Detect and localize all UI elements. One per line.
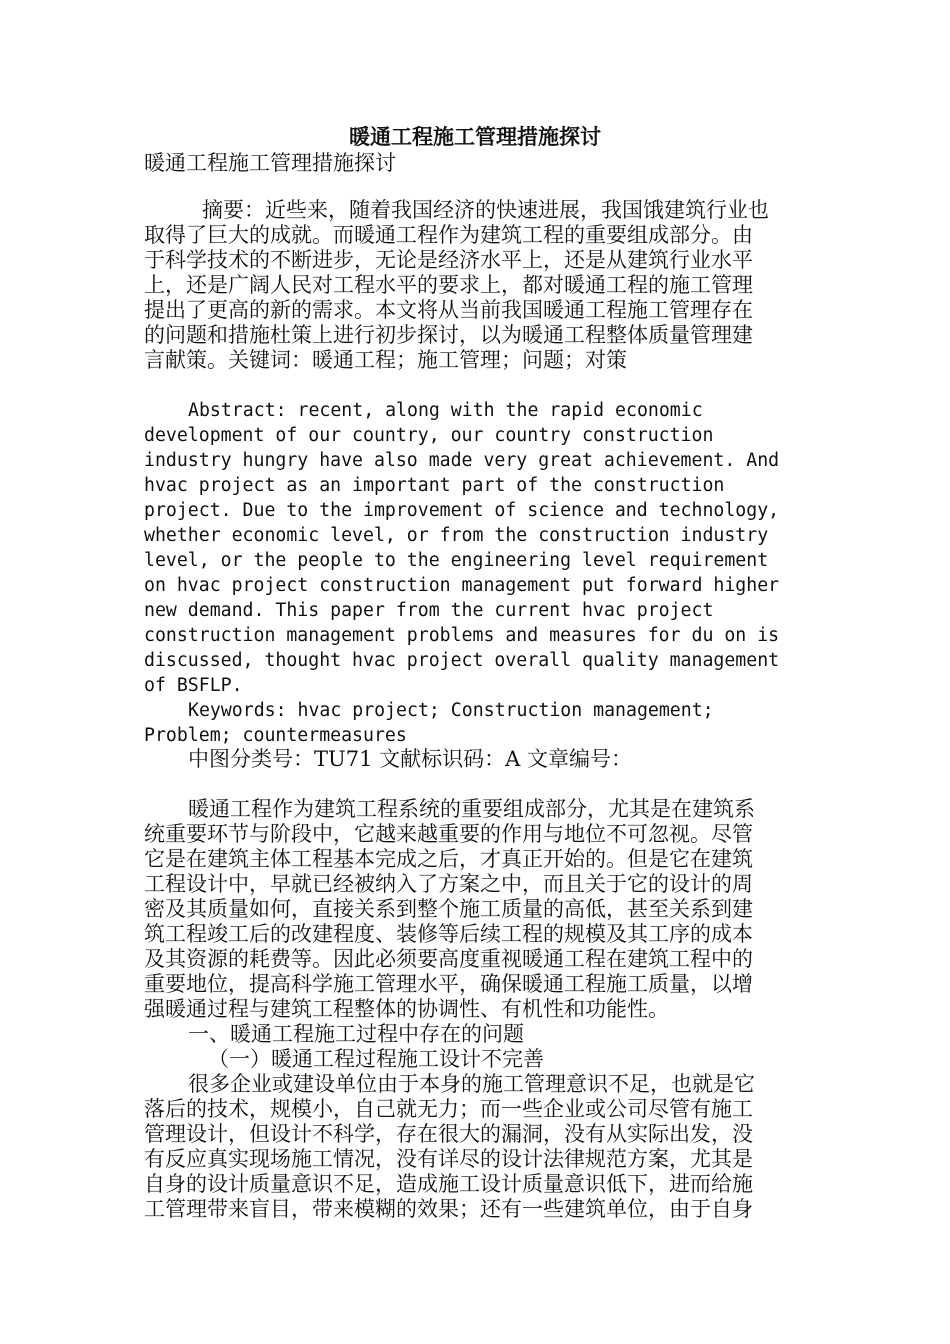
- intro-line: 筑工程竣工后的改建程度、装修等后续工程的规模及其工序的成本: [144, 922, 753, 946]
- abstract-cn-line: 的问题和措施杜策上进行初步探讨，以为暖通工程整体质量管理建: [144, 323, 753, 347]
- section-heading: 一、暖通工程施工过程中存在的问题: [188, 1022, 524, 1046]
- section-paragraph-line: 工管理带来盲目，带来模糊的效果；还有一些建筑单位，由于自身: [144, 1197, 753, 1221]
- classification-line: [144, 747, 800, 772]
- intro-line: 及其资源的耗费等。因此必须要高度重视暖通工程在建筑工程中的: [144, 947, 753, 971]
- abstract-en-line: discussed, thought hvac project overall quality management: [144, 650, 780, 671]
- abstract-en-line: of BSFLP.: [144, 675, 243, 696]
- intro-line: 强暖通过程与建筑工程整体的协调性、有机性和功能性。: [144, 997, 669, 1021]
- intro-line: 暖通工程作为建筑工程系统的重要组成部分，尤其是在建筑系: [188, 797, 755, 821]
- abstract-en-line: level, or the people to the engineering level requirement: [144, 550, 769, 571]
- abstract-en-line: on hvac project construction management put forward higher: [144, 575, 780, 596]
- intro-line: 统重要环节与阶段中，它越来越重要的作用与地位不可忽视。尽管: [144, 822, 753, 846]
- section-paragraph-line: 管理设计，但设计不科学，存在很大的漏洞，没有从实际出发，没: [144, 1122, 753, 1146]
- abstract-cn-line: 于科学技术的不断进步，无论是经济水平上，还是从建筑行业水平: [144, 248, 753, 272]
- section-paragraph-line: 自身的设计质量意识不足，造成施工设计质量意识低下，进而给施: [144, 1172, 753, 1196]
- abstract-cn-line: 言献策。关键词：暖通工程；施工管理；问题；对策: [144, 348, 627, 372]
- keywords-en-line: Problem; countermeasures: [144, 725, 407, 746]
- abstract-en-line: hvac project as an important part of the construction: [144, 475, 725, 496]
- abstract-en-line: new demand. This paper from the current hvac project: [144, 600, 714, 621]
- intro-line: 它是在建筑主体工程基本完成之后，才真正开始的。但是它在建筑: [144, 847, 753, 871]
- section-paragraph-line: 有反应真实现场施工情况，没有详尽的设计法律规范方案，尤其是: [144, 1147, 753, 1171]
- document-title: 暖通工程施工管理措施探讨: [349, 124, 601, 149]
- intro-line: 工程设计中，早就已经被纳入了方案之中，而且关于它的设计的周: [144, 872, 753, 896]
- intro-paragraph: [144, 797, 800, 1222]
- abstract-en: [144, 398, 800, 748]
- abstract-cn: [144, 198, 800, 373]
- intro-line: 重要地位，提高科学施工管理水平，确保暖通工程施工质量，以增: [144, 972, 753, 996]
- intro-line: 密及其质量如何，直接关系到整个施工质量的高低，甚至关系到建: [144, 897, 753, 921]
- abstract-cn-line: 上，还是广阔人民对工程水平的要求上，都对暖通工程的施工管理: [144, 273, 753, 297]
- document-subtitle: 暖通工程施工管理措施探讨: [144, 151, 396, 175]
- section-paragraph-line: 落后的技术，规模小，自己就无力；而一些企业或公司尽管有施工: [144, 1097, 753, 1121]
- abstract-cn-line: 摘要：近些来，随着我国经济的快速进展，我国饿建筑行业也: [202, 198, 769, 222]
- abstract-en-line: development of our country, our country construction: [144, 425, 714, 446]
- section-paragraph-line: 很多企业或建设单位由于本身的施工管理意识不足，也就是它: [188, 1072, 755, 1096]
- abstract-en-line: industry hungry have also made very great achievement. And: [144, 450, 780, 471]
- abstract-en-line: project. Due to the improvement of science and technology,: [144, 500, 780, 521]
- subsection-heading: （一）暖通工程过程施工设计不完善: [208, 1047, 544, 1071]
- abstract-cn-line: 提出了更高的新的需求。本文将从当前我国暖通工程施工管理存在: [144, 298, 753, 322]
- abstract-en-line: construction management problems and measures for du on is: [144, 625, 780, 646]
- abstract-en-line: Abstract: recent, along with the rapid economic: [188, 400, 703, 421]
- abstract-en-line: whether economic level, or from the construction industry: [144, 525, 769, 546]
- abstract-cn-line: 取得了巨大的成就。而暖通工程作为建筑工程的重要组成部分。由: [144, 223, 753, 247]
- keywords-en-line: Keywords: hvac project; Construction management;: [188, 700, 714, 721]
- classification-text: 中图分类号：TU71 文献标识码：A 文章编号：: [188, 747, 632, 771]
